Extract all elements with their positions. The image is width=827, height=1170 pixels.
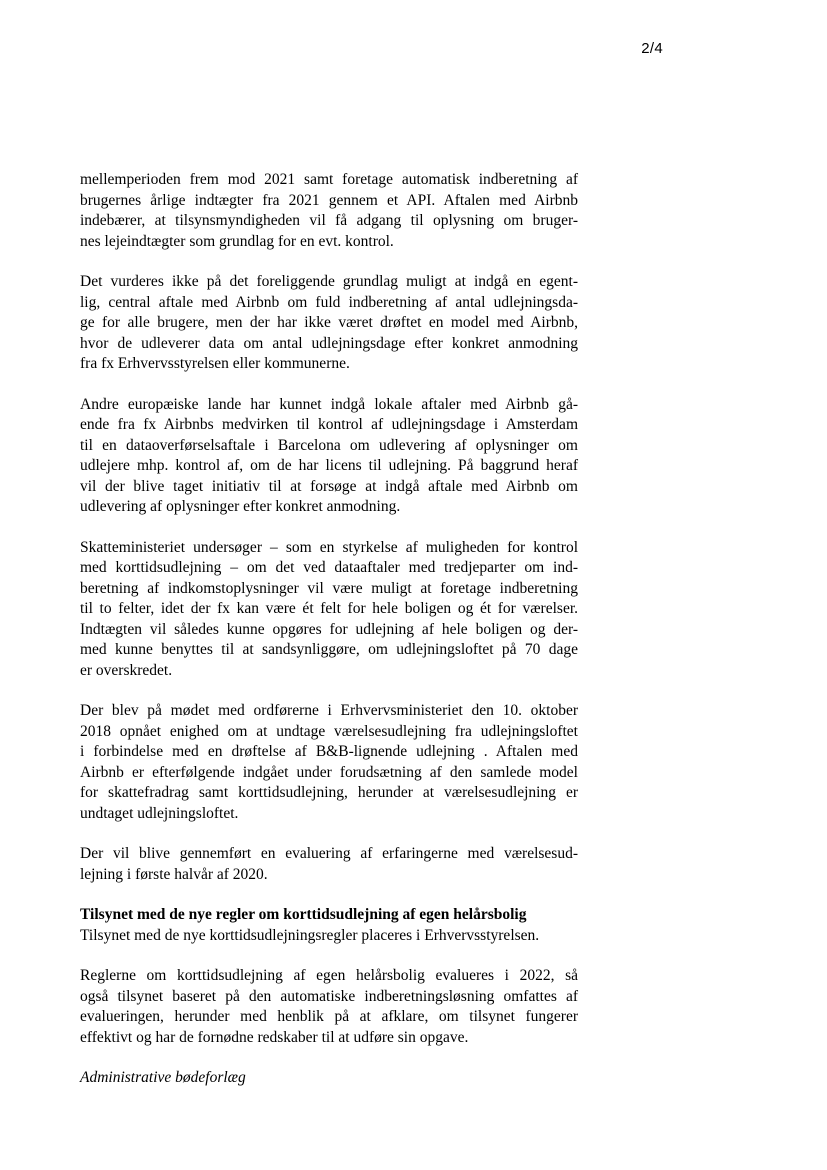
- paragraph-airbnb-api: [80, 170, 578, 252]
- paragraph-evaluation: [80, 844, 578, 885]
- text-line: Andre europæiske lande har kunnet indgå lokale aftaler med Airbnb gå-: [80, 395, 578, 413]
- paragraph-central-agreement: [80, 272, 578, 375]
- text-line: er overskredet.: [80, 661, 173, 679]
- text-line: for skattefradrag samt korttidsudlejning, herunder at værelsesudlejning er: [80, 784, 578, 801]
- section-heading: Tilsynet med de nye regler om korttidsudlejning af egen helårsbolig: [80, 906, 527, 923]
- paragraph-tax-ministry: [80, 538, 578, 682]
- subheading-administrative-fines: Administrative bødeforlæg: [80, 1069, 246, 1086]
- paragraph-rules-evaluation: [80, 966, 578, 1048]
- text-line: Reglerne om korttidsudlejning af egen helårsbolig evalueres i 2022, så: [80, 967, 578, 984]
- text-line: til to felter, idet der fx kan være ét felt for hele boligen og ét for værelser.: [80, 600, 578, 617]
- text-line: udlejere mhp. kontrol af, om de har licens til udlejning. På baggrund heraf: [80, 457, 578, 474]
- text-line: lejning i første halvår af 2020.: [80, 865, 268, 883]
- page-number: 2/4: [641, 40, 663, 57]
- text-line: Der blev på mødet med ordførerne i Erhvervsministeriet den 10. oktober: [80, 702, 578, 719]
- text-line: indebærer, at tilsynsmyndigheden vil få adgang til oplysning om bruger-: [80, 212, 578, 229]
- text-line: effektivt og har de fornødne redskaber til at udføre sin opgave.: [80, 1028, 469, 1046]
- text-line: fra fx Erhvervsstyrelsen eller kommunerne.: [80, 355, 350, 372]
- text-line: undtaget udlejningsloftet.: [80, 804, 239, 822]
- text-line: mellemperioden frem mod 2021 samt foretage automatisk indberetning af: [80, 171, 578, 188]
- text-line: til en dataoverførselsaftale i Barcelona om udlevering af oplysninger om: [80, 436, 578, 454]
- text-line: Indtægten vil således kunne opgøres for udlejning af hele boligen og der-: [80, 620, 578, 638]
- text-line: vil der blive taget initiativ til at forsøge at indgå aftale med Airbnb om: [80, 477, 578, 495]
- text-line: lig, central aftale med Airbnb om fuld indberetning af antal udlejningsda-: [80, 293, 578, 311]
- section-supervision: [80, 905, 578, 946]
- paragraph-european-countries: [80, 395, 578, 518]
- text-line: Der vil blive gennemført en evaluering af erfaringerne med værelsesud-: [80, 845, 578, 862]
- text-line: 2018 opnået enighed om at undtage værelsesudlejning fra udlejningsloftet: [80, 722, 578, 740]
- text-line: brugernes årlige indtægter fra 2021 gennem et API. Aftalen med Airbnb: [80, 191, 578, 209]
- text-line: også tilsynet baseret på den automatiske indberetningsløsning omfattes af: [80, 987, 578, 1005]
- text-line: Det vurderes ikke på det foreliggende grundlag muligt at indgå en egent-: [80, 273, 578, 290]
- text-line: udlevering af oplysninger efter konkret anmodning.: [80, 498, 401, 515]
- document-body: [80, 170, 578, 1089]
- text-line: evalueringen, herunder med henblik på at afklare, om tilsynet fungerer: [80, 1008, 578, 1025]
- text-line: ge for alle brugere, men der har ikke været drøftet en model med Airbnb,: [80, 314, 578, 331]
- text-line: Skatteministeriet undersøger – som en styrkelse af muligheden for kontrol: [80, 538, 578, 556]
- paragraph-meeting-agreement: [80, 701, 578, 824]
- text-line: ende fra fx Airbnbs medvirken til kontrol af udlejningsdage i Amsterdam: [80, 416, 578, 433]
- text-line: Airbnb er efterfølgende indgået under forudsætning af den samlede model: [80, 763, 578, 781]
- text-line: beretning af indkomstoplysninger vil være muligt at foretage indberetning: [80, 579, 578, 597]
- text-line: med korttidsudlejning – om det ved dataaftaler med tredjeparter om ind-: [80, 559, 578, 576]
- text-line: hvor de udleverer data om antal udlejningsdage efter konkret anmodning: [80, 334, 578, 352]
- text-line: med kunne benyttes til at sandsynliggøre, om udlejningsloftet på 70 dage: [80, 641, 578, 658]
- text-line: nes lejeindtægter som grundlag for en evt. kontrol.: [80, 232, 394, 250]
- text-line: i forbindelse med en drøftelse af B&B-lignende udlejning . Aftalen med: [80, 743, 578, 760]
- text-line: Tilsynet med de nye korttidsudlejningsregler placeres i Erhvervsstyrelsen.: [80, 926, 540, 944]
